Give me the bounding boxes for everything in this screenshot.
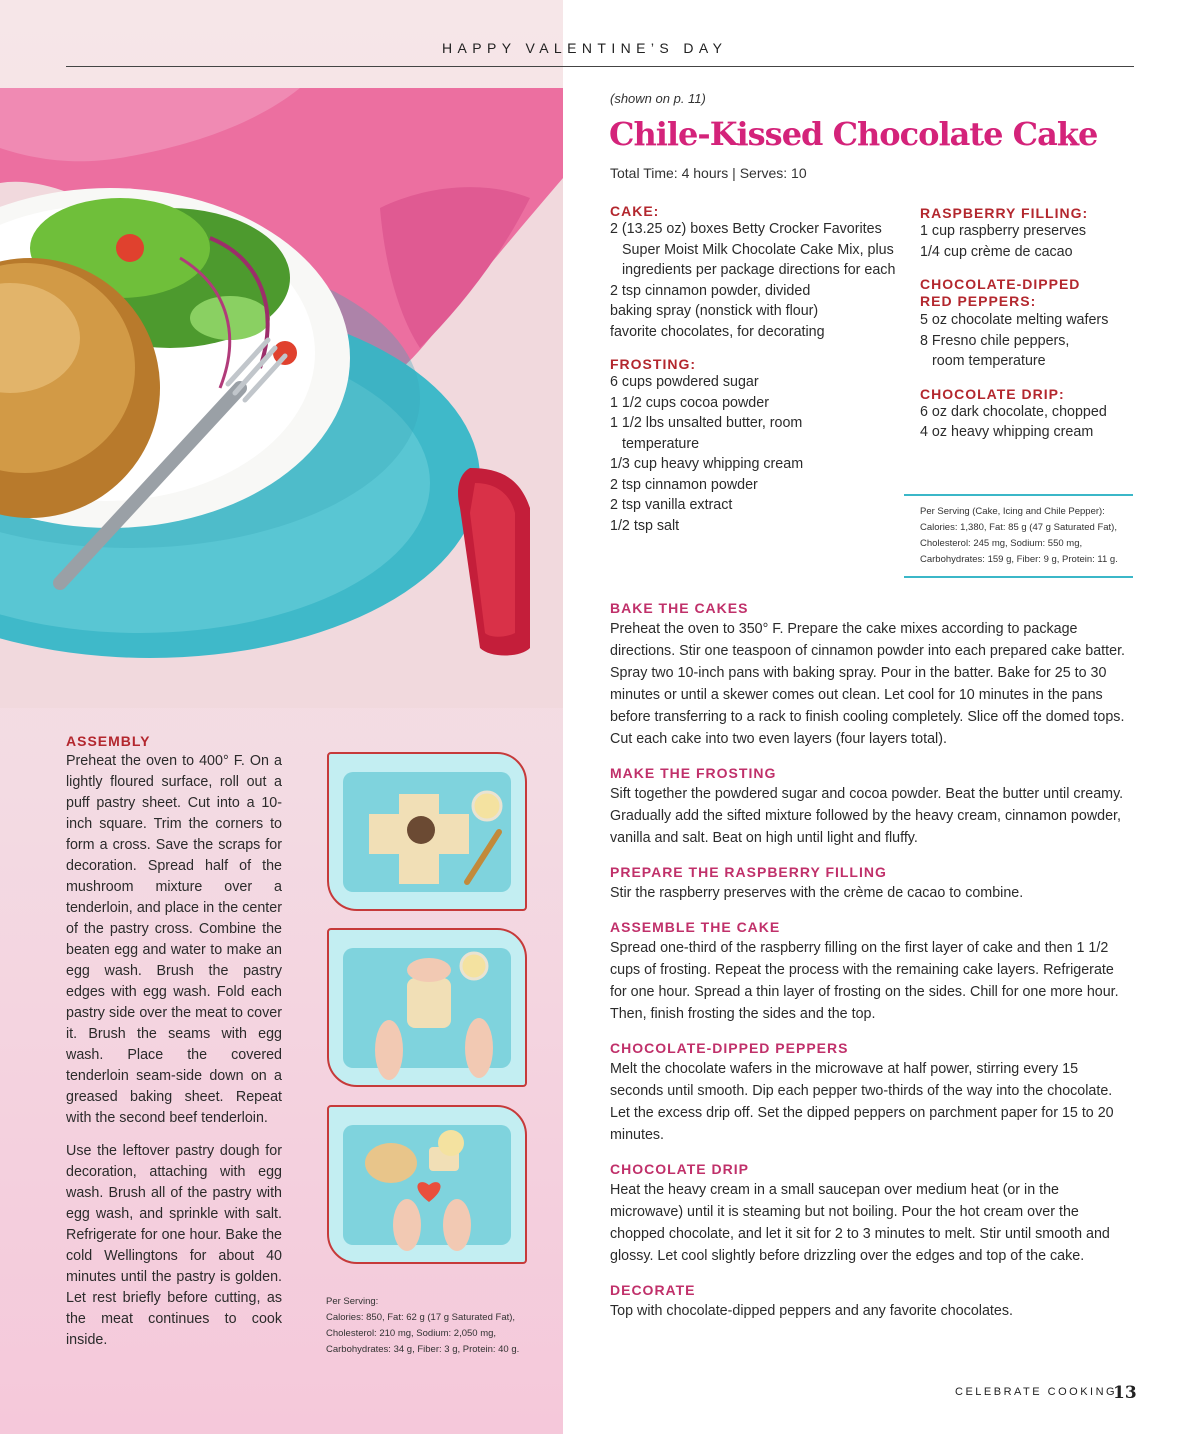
step-heading: DECORATE	[610, 1282, 696, 1298]
ingredients-heading: CHOCOLATE-DIPPED RED PEPPERS:	[920, 276, 1081, 309]
ingredients-heading: RASPBERRY FILLING:	[920, 205, 1089, 221]
ingredients-heading: CAKE:	[610, 203, 660, 219]
ingredient-list	[920, 221, 1150, 262]
ingredient-list	[920, 310, 1150, 372]
ingredient-list	[610, 372, 900, 536]
ingredients-column-left	[610, 203, 900, 550]
ingredients-peppers	[920, 276, 1150, 372]
ingredient-item: 2 (13.25 oz) boxes Betty Crocker Favorites Super Moist Milk Chocolate Cake Mix, plus ingredients per package directions for each	[610, 221, 896, 278]
step-assemble-cake	[610, 919, 1130, 1025]
assembly-paragraph: Use the leftover pastry dough for decoration, attaching with egg wash. Brush all of the pastry with egg wash, and sprinkle with salt. Refrigerate for one hour. Bake the cold Wellingtons for about 40 minutes until the pastry is golden. Let rest briefly before cutting, as the meat continues to cook inside.	[66, 1143, 282, 1348]
ingredient-item: 2 tsp cinnamon powder	[610, 476, 758, 493]
nutrition-info-cake	[904, 494, 1133, 578]
ingredient-item: 2 tsp cinnamon powder, divided	[610, 282, 811, 299]
step-text: Melt the chocolate wafers in the microwave at half power, stirring every 15 seconds until smooth. Dip each pepper two-thirds of the way into the chocolate. Let the excess drip off. Set the dipped peppers on parchment paper for 15 to 20 minutes.	[610, 1061, 1114, 1143]
step-heading: CHOCOLATE DRIP	[610, 1161, 749, 1177]
nutrition-line: Carbohydrates: 159 g, Fiber: 9 g, Protein: 11 g.	[920, 554, 1118, 565]
step-photo-folding	[327, 928, 527, 1087]
ingredients-column-right	[920, 205, 1150, 457]
ingredient-list	[920, 402, 1150, 443]
nutrition-line: Calories: 850, Fat: 62 g (17 g Saturated Fat),	[326, 1312, 516, 1323]
ingredient-list	[610, 219, 900, 342]
beef-wellington-photo	[0, 88, 563, 708]
ingredients-cake	[610, 203, 900, 342]
ingredient-item: 1 1/2 lbs unsalted butter, room temperature	[610, 415, 803, 452]
ingredient-item: 1/4 cup crème de cacao	[920, 243, 1073, 260]
step-make-frosting	[610, 765, 1130, 849]
step-text: Spread one-third of the raspberry filling on the first layer of cake and then 1 1/2 cups of frosting. Repeat the process with the remaining cake layers. Refrigerate for one hour. Spread a thin layer of frosting on the sides. Chill for one more hour. Then, finish frosting the sides and the top.	[610, 940, 1119, 1022]
ingredient-item: 6 cups powdered sugar	[610, 374, 759, 390]
assembly-section	[66, 733, 282, 1363]
step-bake-cakes	[610, 600, 1130, 750]
recipe-title: Chile-Kissed Chocolate Cake	[609, 115, 1098, 153]
ingredients-frosting	[610, 356, 900, 536]
step-photo-decorating	[327, 1105, 527, 1264]
ingredient-item: 1 cup raspberry preserves	[920, 223, 1087, 239]
header-divider	[66, 66, 1134, 67]
step-dipped-peppers	[610, 1040, 1130, 1146]
step-text: Sift together the powdered sugar and cocoa powder. Beat the butter until creamy. Gradually add the sifted mixture followed by the heavy cream, cinnamon powder, vanilla and salt. Beat on high until light and fluffy.	[610, 786, 1124, 846]
nutrition-line: Cholesterol: 210 mg, Sodium: 2,050 mg,	[326, 1328, 497, 1339]
step-heading: ASSEMBLE THE CAKE	[610, 919, 781, 935]
step-text: Top with chocolate-dipped peppers and any favorite chocolates.	[610, 1303, 1013, 1319]
step-heading: PREPARE THE RASPBERRY FILLING	[610, 864, 887, 880]
step-text: Preheat the oven to 350° F. Prepare the cake mixes according to package directions. Stir one teaspoon of cinnamon powder into each prepared cake batter. Spray two 10-inch pans with baking spray. Pour in the batter. Bake for 25 to 30 minutes or until a skewer comes out clean. Let cool for 10 minutes in the pans before transferring to a rack to finish cooling completely. Slice off the domed tops. Cut each cake into two even layers (four layers total).	[610, 621, 1126, 747]
recipe-steps	[610, 600, 1130, 1337]
section-header: HAPPY VALENTINE’S DAY	[442, 40, 728, 56]
step-raspberry-filling	[610, 864, 1130, 904]
step-chocolate-drip	[610, 1161, 1130, 1267]
nutrition-line: Carbohydrates: 34 g, Fiber: 3 g, Protein: 40 g.	[326, 1344, 520, 1355]
step-photo-pastry-cross	[327, 752, 527, 911]
ingredients-heading: CHOCOLATE DRIP:	[920, 385, 1065, 402]
step-decorate	[610, 1282, 1130, 1322]
ingredient-item: 6 oz dark chocolate, chopped	[920, 403, 1107, 420]
nutrition-line: Calories: 1,380, Fat: 85 g (47 g Saturated Fat),	[920, 522, 1117, 533]
ingredients-heading: FROSTING:	[610, 356, 696, 372]
ingredient-item: 1/2 tsp salt	[610, 517, 680, 534]
step-text: Heat the heavy cream in a small saucepan over medium heat (or in the microwave) until it is steaming but not boiling. Pour the hot cream over the chopped chocolate, and let it sit for 2 to 3 minutes to melt. Stir until smooth and glossy. Let cool slightly before drizzling over the edges and top of the cake.	[610, 1182, 1110, 1264]
ingredient-item: 8 Fresno chile peppers, room temperature	[920, 332, 1070, 369]
ingredient-item: 2 tsp vanilla extract	[610, 497, 733, 513]
nutrition-info-wellington	[326, 1294, 546, 1358]
recipe-meta: Total Time: 4 hours | Serves: 10	[610, 165, 807, 181]
nutrition-line: Per Serving:	[326, 1296, 379, 1307]
step-heading: BAKE THE CAKES	[610, 600, 749, 616]
shown-on-note: (shown on p. 11)	[610, 91, 706, 106]
page-number: 13	[1113, 1383, 1137, 1403]
assembly-heading: ASSEMBLY	[66, 733, 151, 749]
nutrition-line: Per Serving (Cake, Icing and Chile Pepper):	[920, 506, 1105, 517]
ingredient-item: favorite chocolates, for decorating	[610, 323, 825, 340]
ingredient-item: 1/3 cup heavy whipping cream	[610, 456, 804, 472]
ingredient-item: 4 oz heavy whipping cream	[920, 424, 1094, 440]
ingredient-item: 5 oz chocolate melting wafers	[920, 312, 1109, 328]
step-heading: MAKE THE FROSTING	[610, 765, 777, 781]
ingredient-item: 1 1/2 cups cocoa powder	[610, 394, 769, 411]
ingredients-drip	[920, 386, 1150, 443]
nutrition-line: Cholesterol: 245 mg, Sodium: 550 mg,	[920, 538, 1083, 549]
step-text: Stir the raspberry preserves with the crème de cacao to combine.	[610, 885, 1024, 901]
ingredients-raspberry	[920, 205, 1150, 262]
footer-label: CELEBRATE COOKING	[955, 1386, 1118, 1398]
assembly-paragraph: Preheat the oven to 400° F. On a lightly floured surface, roll out a puff pastry sheet. Cut into a 10-inch square. Trim the corners to form a cross. Save the scraps for decoration. Spread half of the mushroom mixture over a tenderloin, and place in the center of the pastry cross. Combine the beaten egg and water to make an egg wash. Brush the pastry edges with egg wash. Fold each pastry side over the meat to cover it. Brush the seams with egg wash. Place the covered tenderloin seam-side down on a greased baking sheet. Repeat with the second beef tenderloin.	[66, 753, 282, 1126]
ingredient-item: baking spray (nonstick with flour)	[610, 303, 819, 319]
step-heading: CHOCOLATE-DIPPED PEPPERS	[610, 1040, 849, 1056]
